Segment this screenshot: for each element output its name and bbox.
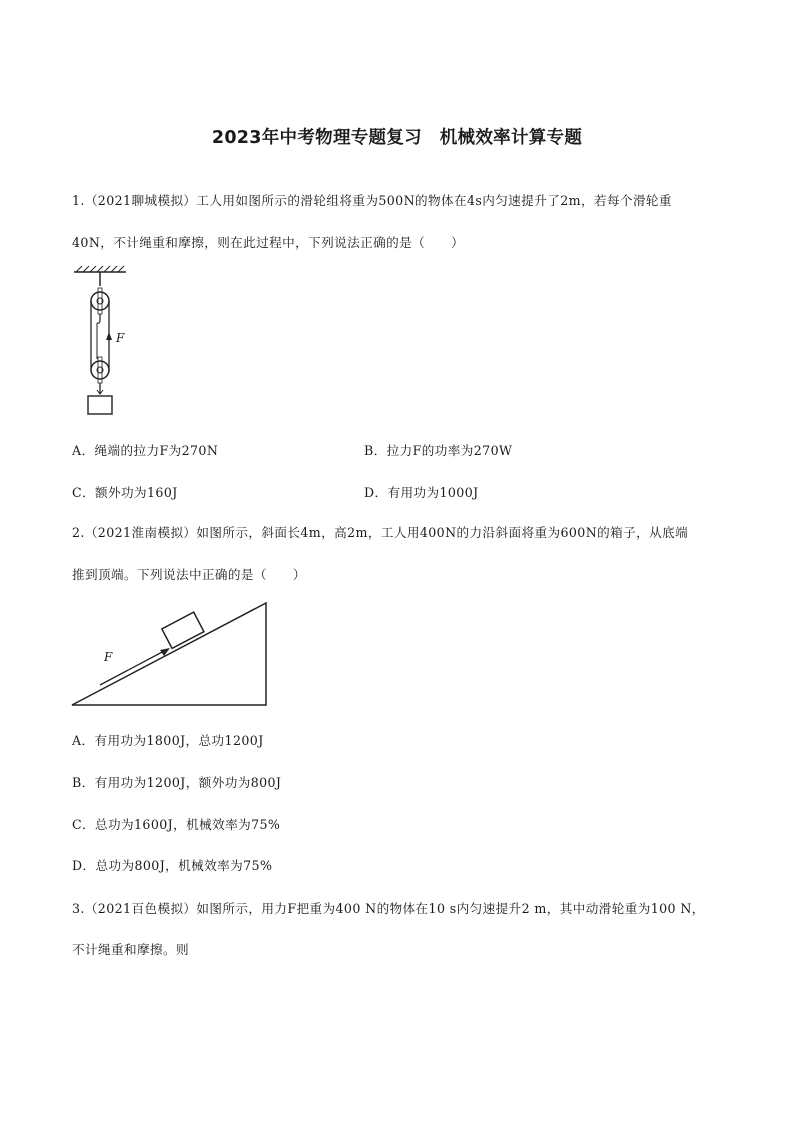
page-title: 2023年中考物理专题复习 机械效率计算专题: [211, 128, 583, 148]
question-2-text-line-1: 2.（2021淮南模拟）如图所示，斜面长4m，高2m，工人用400N的力沿斜面将重为600N的箱子，从底端: [72, 525, 689, 540]
question-2-option-a[interactable]: A．有用功为1800J，总功1200J: [72, 733, 264, 748]
question-1-option-c[interactable]: C．额外功为160J: [72, 485, 178, 500]
question-1-option-d[interactable]: D．有用功为1000J: [364, 485, 479, 500]
pulley-force-label: F: [116, 331, 125, 345]
question-1-text-line-1: 1.（2021聊城模拟）工人用如图所示的滑轮组将重为500N的物体在4s内匀速提升了2m，若每个滑轮重: [72, 193, 672, 208]
question-1-option-b[interactable]: B．拉力F的功率为270W: [364, 443, 513, 458]
question-2-text-line-2: 推到顶端。下列说法中正确的是（ ）: [72, 567, 306, 582]
question-2-option-d[interactable]: D．总功为800J，机械效率为75%: [72, 858, 273, 873]
question-3-text-line-2: 不计绳重和摩擦。则: [72, 942, 189, 957]
question-1-option-a[interactable]: A．绳端的拉力F为270N: [72, 443, 219, 458]
question-2-option-b[interactable]: B．有用功为1200J，额外功为800J: [72, 775, 282, 790]
slope-force-label: F: [104, 650, 113, 664]
question-2-option-c[interactable]: C．总功为1600J，机械效率为75%: [72, 817, 281, 832]
question-1-text-line-2: 40N，不计绳重和摩擦，则在此过程中，下列说法正确的是（ ）: [72, 235, 465, 250]
inclined-plane-figure: [70, 600, 270, 708]
question-3-text-line-1: 3.（2021百色模拟）如图所示，用力F把重为400 N的物体在10 s内匀速提升2 m，其中动滑轮重为100 N，: [72, 901, 705, 916]
